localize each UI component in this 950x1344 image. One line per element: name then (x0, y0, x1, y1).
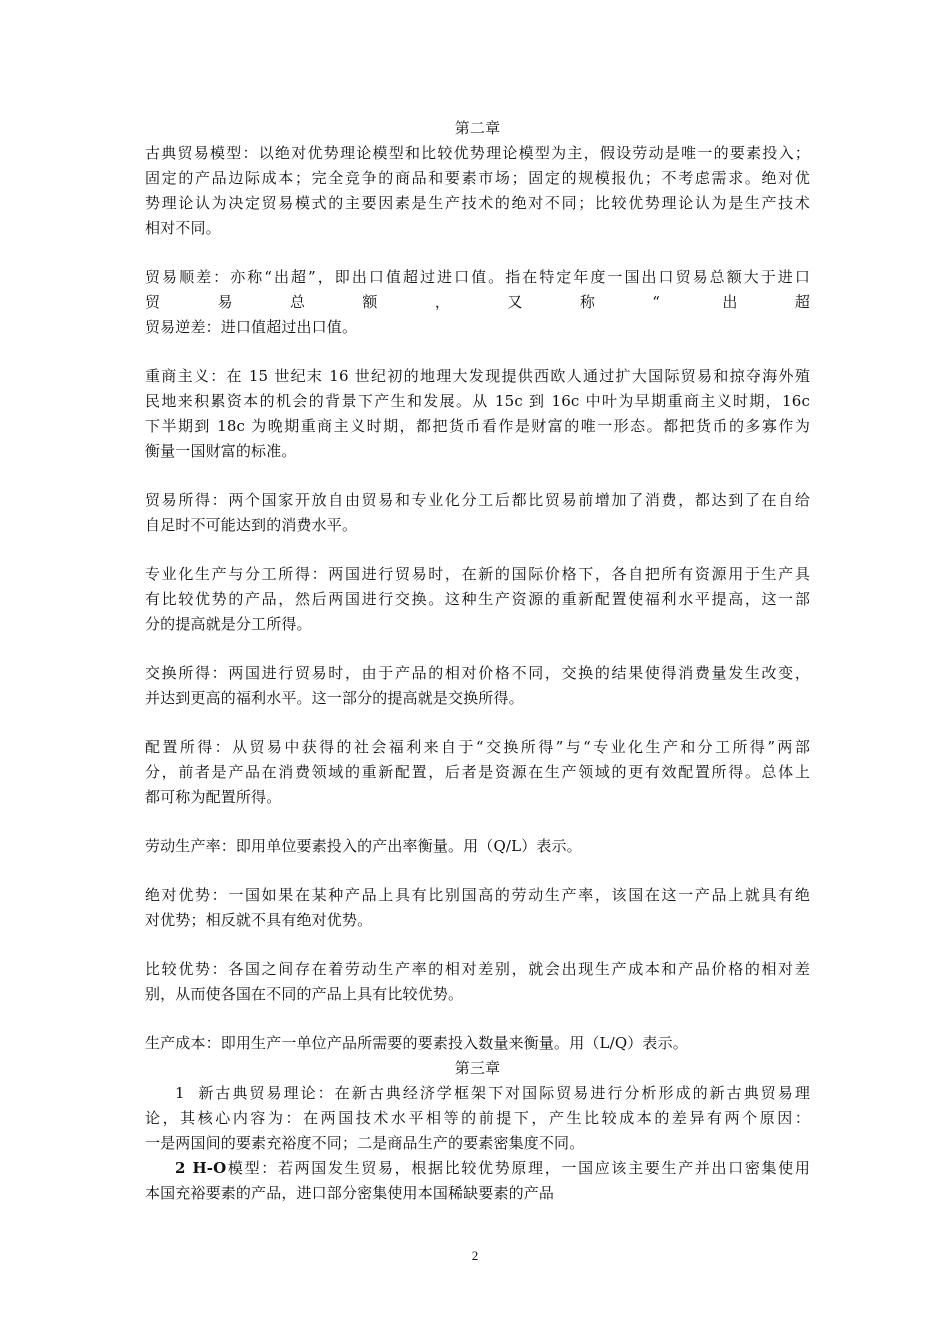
paragraph-gap (145, 810, 810, 834)
paragraph-line: 交换所得：两国进行贸易时，由于产品的相对价格不同，交换的结果使得消费量发生改变， (145, 664, 810, 682)
chapter-3-heading: 第三章 (454, 1059, 501, 1077)
chapter-2-body (145, 141, 810, 1056)
paragraph-gap (145, 538, 810, 562)
paragraph-line: 分的提高就是分工所得。 (145, 615, 312, 633)
paragraph-line (145, 1081, 810, 1106)
paragraph (145, 562, 810, 637)
paragraph (145, 661, 810, 711)
paragraph-gap (145, 933, 810, 957)
paragraph-gap (145, 464, 810, 488)
paragraph-line: 别，从而使各国在不同的产品上具有比较优势。 (145, 985, 464, 1003)
paragraph-line: 固定的产品边际成本；完全竞争的商品和要素市场；固定的规模报仇；不考虑需求。绝对优 (145, 169, 810, 187)
chapter-2-heading: 第二章 (454, 119, 501, 137)
document-page (145, 116, 810, 1206)
paragraph-gap (145, 1007, 810, 1031)
paragraph (145, 735, 810, 810)
paragraph-line: 衡量一国财富的标准。 (145, 442, 297, 460)
paragraph-line: 论，其核心内容为：在两国技术水平相等的前提下，产生比较成本的差异有两个原因： (145, 1109, 810, 1127)
paragraph-line: 专业化生产与分工所得：两国进行贸易时，在新的国际价格下，各自把所有资源用于生产具 (145, 565, 810, 583)
paragraph-line: 一是两国间的要素充裕度不同；二是商品生产的要素密集度不同。 (145, 1134, 585, 1152)
paragraph-line: 生产成本：即用生产一单位产品所需要的要素投入数量来衡量。用（L/Q）表示。 (145, 1034, 688, 1052)
paragraph-line: 贸易逆差：进口值超过出口值。 (145, 318, 358, 336)
paragraph-line: 重商主义：在 15 世纪末 16 世纪初的地理大发现提供西欧人通过扩大国际贸易和掠夺海外殖 (145, 367, 810, 385)
paragraph-line: 民地来积累资本的机会的背景下产生和发展。从 15c 到 16c 中叶为早期重商主义时期，16c (145, 392, 810, 410)
paragraph-line: 劳动生产率：即用单位要素投入的产出率衡量。用（Q/L）表示。 (145, 837, 582, 855)
line-text: 模型：若两国发生贸易，根据比较优势原理，一国应该主要生产并出口密集使用 (226, 1159, 810, 1177)
item-number: 1 (175, 1084, 185, 1102)
paragraph-line: 有比较优势的产品，然后两国进行交换。这种生产资源的重新配置使福利水平提高，这一部 (145, 590, 810, 608)
paragraph-line: 自足时不可能达到的消费水平。 (145, 516, 358, 534)
paragraph-line: 本国充裕要素的产品，进口部分密集使用本国稀缺要素的产品 (145, 1184, 555, 1202)
page-number: 2 (471, 1248, 479, 1263)
paragraph (145, 883, 810, 933)
paragraph-gap (145, 637, 810, 661)
paragraph (145, 957, 810, 1007)
paragraph-line: 绝对优势：一国如果在某种产品上具有比别国高的劳动生产率，该国在这一产品上就具有绝 (145, 886, 810, 904)
paragraph (145, 488, 810, 538)
chapter-3-item-1 (145, 1081, 810, 1156)
paragraph (145, 1031, 810, 1056)
paragraph-line: 都可称为配置所得。 (145, 788, 282, 806)
line-text: 新古典贸易理论：在新古典经济学框架下对国际贸易进行分析形成的新古典贸易理 (198, 1084, 810, 1102)
paragraph (145, 141, 810, 241)
paragraph (145, 364, 810, 464)
paragraph-line: 分，前者是产品在消费领域的重新配置，后者是资源在生产领域的更有效配置所得。总体上 (145, 763, 810, 781)
paragraph-line: 配置所得：从贸易中获得的社会福利来自于“交换所得”与“专业化生产和分工所得”两部 (145, 738, 810, 756)
paragraph-line: 对优势；相反就不具有绝对优势。 (145, 911, 373, 929)
paragraph (145, 265, 810, 340)
paragraph-gap (145, 711, 810, 735)
paragraph-gap (145, 859, 810, 883)
paragraph-line: 势理论认为决定贸易模式的主要因素是生产技术的绝对不同；比较优势理论认为是生产技术 (145, 194, 810, 212)
paragraph-line (145, 1156, 810, 1181)
paragraph-gap (145, 241, 810, 265)
paragraph-gap (145, 340, 810, 364)
paragraph (145, 834, 810, 859)
paragraph-line: 贸易所得：两个国家开放自由贸易和专业化分工后都比贸易前增加了消费，都达到了在自给 (145, 491, 810, 509)
item-number: 2 H-O (175, 1159, 227, 1177)
chapter-3-item-2 (145, 1156, 810, 1206)
paragraph-line: 贸易顺差：亦称“出超”，即出口值超过进口值。指在特定年度一国出口贸易总额大于进口 (145, 268, 810, 286)
paragraph-line: 古典贸易模型：以绝对优势理论模型和比较优势理论模型为主，假设劳动是唯一的要素投入； (145, 144, 810, 162)
paragraph-line: 并达到更高的福利水平。这一部分的提高就是交换所得。 (145, 689, 524, 707)
paragraph-line: 比较优势：各国之间存在着劳动生产率的相对差别，就会出现生产成本和产品价格的相对差 (145, 960, 810, 978)
paragraph-line: 下半期到 18c 为晚期重商主义时期，都把货币看作是财富的唯一形态。都把货币的多寡作为 (145, 417, 810, 435)
paragraph-line: 相对不同。 (145, 219, 221, 237)
paragraph-line: 贸易总额，又称“ 出超 (145, 293, 810, 311)
